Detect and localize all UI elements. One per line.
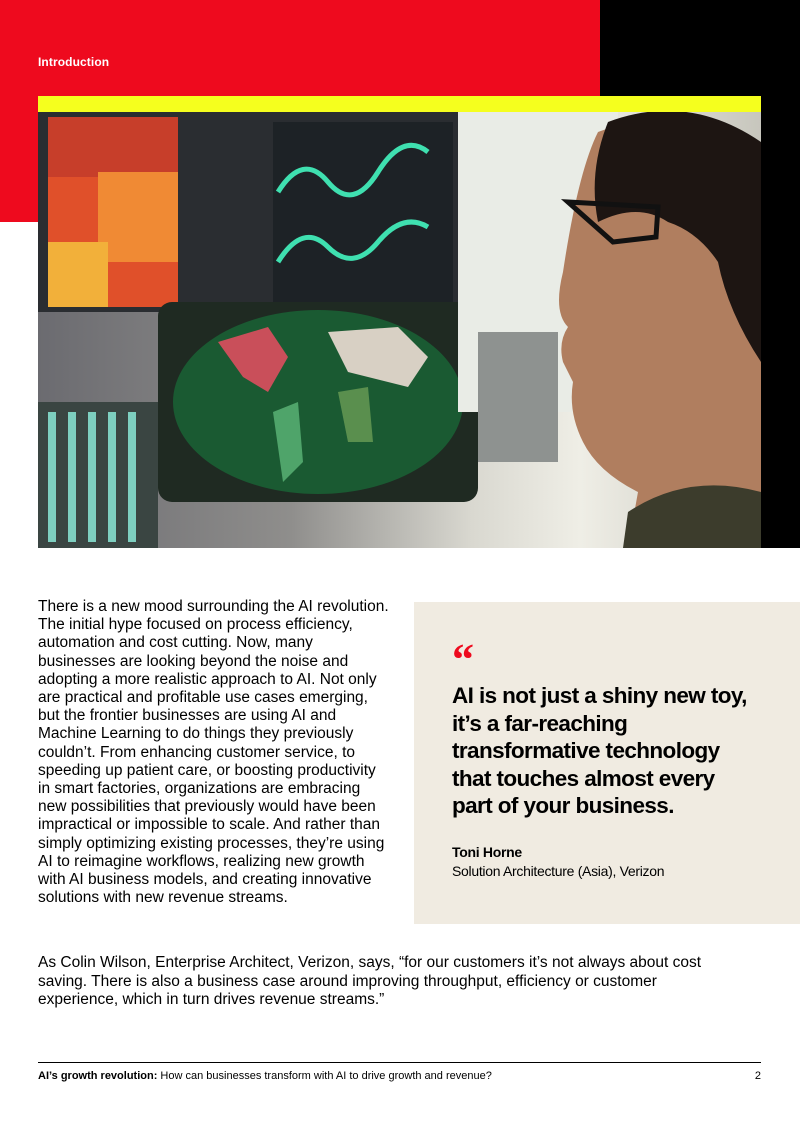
pull-quote-text: AI is not just a shiny new toy, it’s a far-reaching transformative technology that touches almost every part of your business.	[452, 683, 747, 818]
quote-author-role: Solution Architecture (Asia), Verizon	[452, 863, 665, 879]
footer-title-rest: How can businesses transform with AI to drive growth and revenue?	[157, 1070, 492, 1082]
hero-image	[38, 112, 761, 548]
footer-title-bold: AI’s growth revolution:	[38, 1070, 158, 1082]
page-number: 2	[754, 1070, 761, 1082]
pull-quote-box	[414, 602, 800, 924]
yellow-accent-bar	[38, 96, 761, 112]
world-map	[173, 310, 463, 494]
section-label: Introduction	[38, 55, 110, 69]
quote-mark-icon: “	[452, 635, 474, 684]
hero-illustration	[38, 112, 761, 548]
quote-author-name: Toni Horne	[452, 844, 522, 860]
footer-title	[38, 1070, 492, 1082]
second-paragraph: As Colin Wilson, Enterprise Architect, Verizon, says, “for our customers it’s not always about cost saving. There is also a business case around improving throughput, efficiency or customer experience, which in turn drives revenue streams.”	[38, 954, 702, 1008]
footer-divider	[38, 1062, 761, 1063]
intro-paragraph: There is a new mood surrounding the AI revolution. The initial hype focused on process efficiency, automation and cost cutting. Now, many businesses are looking beyond the noise and adopting a more realistic approach to AI. Not only are practical and profitable use cases emerging, but the frontier businesses are using AI and Machine Learning to do things they previously couldn’t. From enhancing customer service, to speeding up patient care, or boosting productivity in smart factories, organizations are embracing new possibilities that previously would have been impractical or impossible to scale. And rather than simply optimizing existing processes, they’re using AI to reimagine workflows, realizing new growth with AI business models, and creating innovative solutions with new revenue streams.	[38, 598, 389, 907]
